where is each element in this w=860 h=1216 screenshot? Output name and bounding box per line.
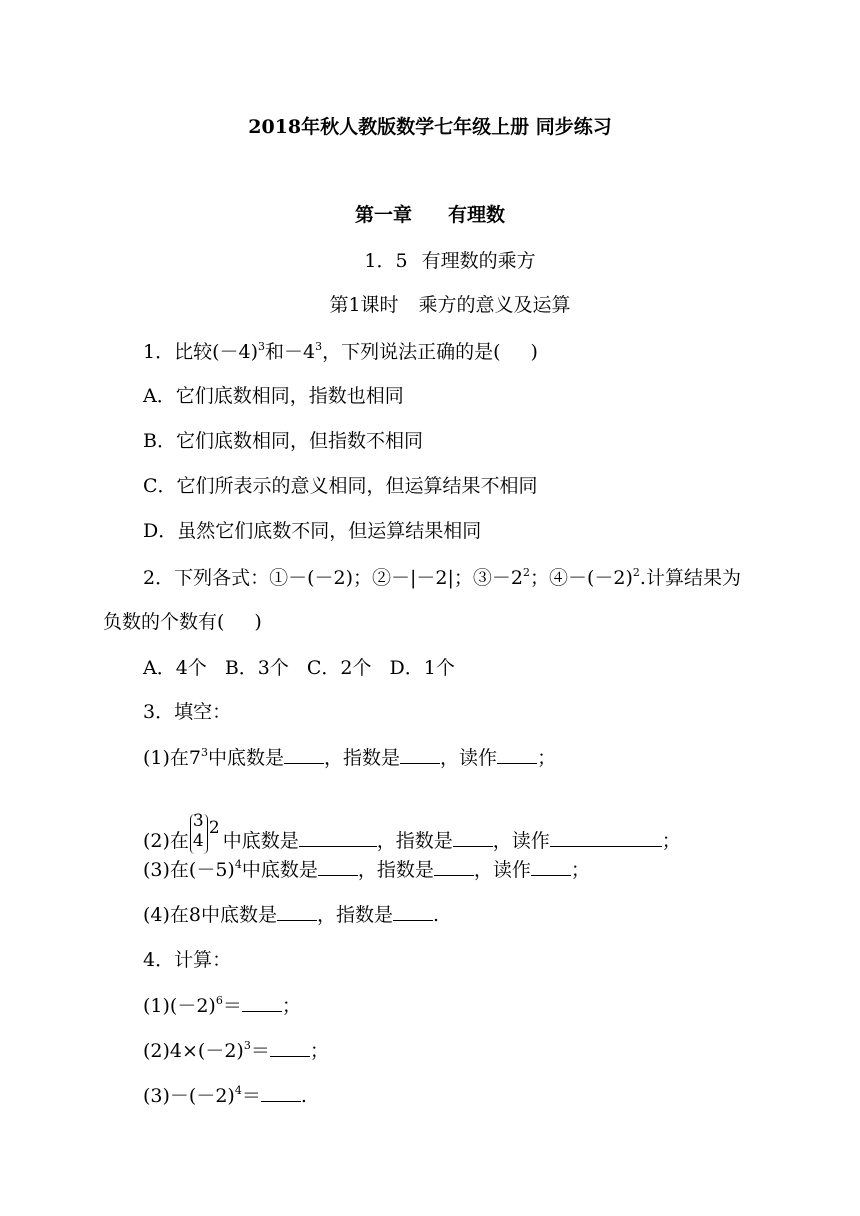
question-2-option-b: B．3个 — [224, 657, 289, 679]
question-3-part-4: (4)在8中底数是 ，指数是 . — [143, 904, 440, 926]
lesson-heading — [0, 293, 860, 317]
answer-blank[interactable] — [261, 1084, 301, 1102]
question-1-option-d: D．虽然它们底数不同，但运算结果相同 — [143, 520, 482, 542]
question-2-stem-line1: 2．下列各式：①－(－2)；②－|－2|；$③-2^2$；$④-(-2)^2$.计算结果为 — [143, 566, 741, 589]
question-1-option-c: C．它们所表示的意义相同，但运算结果不相同 — [143, 475, 538, 497]
answer-blank[interactable] — [531, 858, 571, 876]
answer-blank[interactable] — [277, 903, 317, 921]
question-2-option-c: C．2个 — [306, 657, 372, 679]
question-2-option-d: D．1个 — [389, 657, 455, 679]
question-1-stem: 1．比较$(-4)^3$和$-4^3$，下列说法正确的是( ) — [143, 340, 538, 363]
question-4-part-2: $(2)4\times(-2)^3=$ ； — [143, 1039, 329, 1062]
question-3-heading: 3．填空： — [143, 701, 232, 723]
question-2-stem-line2: 负数的个数有( ) — [103, 611, 262, 633]
document-title: 2018年秋人教版数学七年级上册 同步练习 — [248, 116, 612, 138]
answer-blank[interactable] — [453, 829, 493, 847]
question-4-part-3: $(3)-(-2)^4=$ . — [143, 1084, 307, 1107]
answer-blank[interactable] — [400, 746, 440, 764]
section-name: 有理数的乘方 — [421, 250, 536, 272]
lesson-name: 乘方的意义及运算 — [418, 294, 571, 316]
question-4-heading: 4．计算： — [143, 949, 232, 971]
chapter-number: 第一章 — [354, 204, 412, 226]
answer-blank[interactable] — [497, 746, 537, 764]
chapter-heading — [0, 203, 860, 227]
fraction-bracket: 3 4 — [190, 814, 208, 854]
question-3-part-2: (2)在 3 4 2中底数是 ，指数是 ，读作 ； — [143, 811, 681, 852]
answer-blank[interactable] — [242, 994, 282, 1012]
section-number: 1．5 — [364, 250, 408, 272]
answer-blank[interactable] — [393, 903, 433, 921]
section-heading — [0, 249, 860, 273]
answer-blank[interactable] — [299, 829, 377, 847]
answer-blank[interactable] — [434, 858, 474, 876]
lesson-number: 第1课时 — [329, 294, 399, 316]
answer-blank[interactable] — [284, 746, 324, 764]
question-3-part-3: (3)在$(-5)^4$中底数是 ，指数是 ，读作 ； — [143, 858, 590, 881]
question-2-options — [143, 656, 455, 680]
answer-blank[interactable] — [270, 1039, 310, 1057]
question-2-option-a: A．4个 — [143, 657, 207, 679]
question-1-option-a: A．它们底数相同，指数也相同 — [143, 385, 404, 407]
question-4-part-1: $(1)(-2)^6=$ ； — [143, 994, 301, 1017]
answer-blank[interactable] — [550, 829, 662, 847]
question-1-option-b: B．它们底数相同，但指数不相同 — [143, 430, 423, 452]
answer-blank[interactable] — [318, 858, 358, 876]
chapter-name: 有理数 — [448, 204, 506, 226]
question-3-part-1: (1)在$7^3$中底数是 ，指数是 ，读作 ； — [143, 746, 557, 769]
